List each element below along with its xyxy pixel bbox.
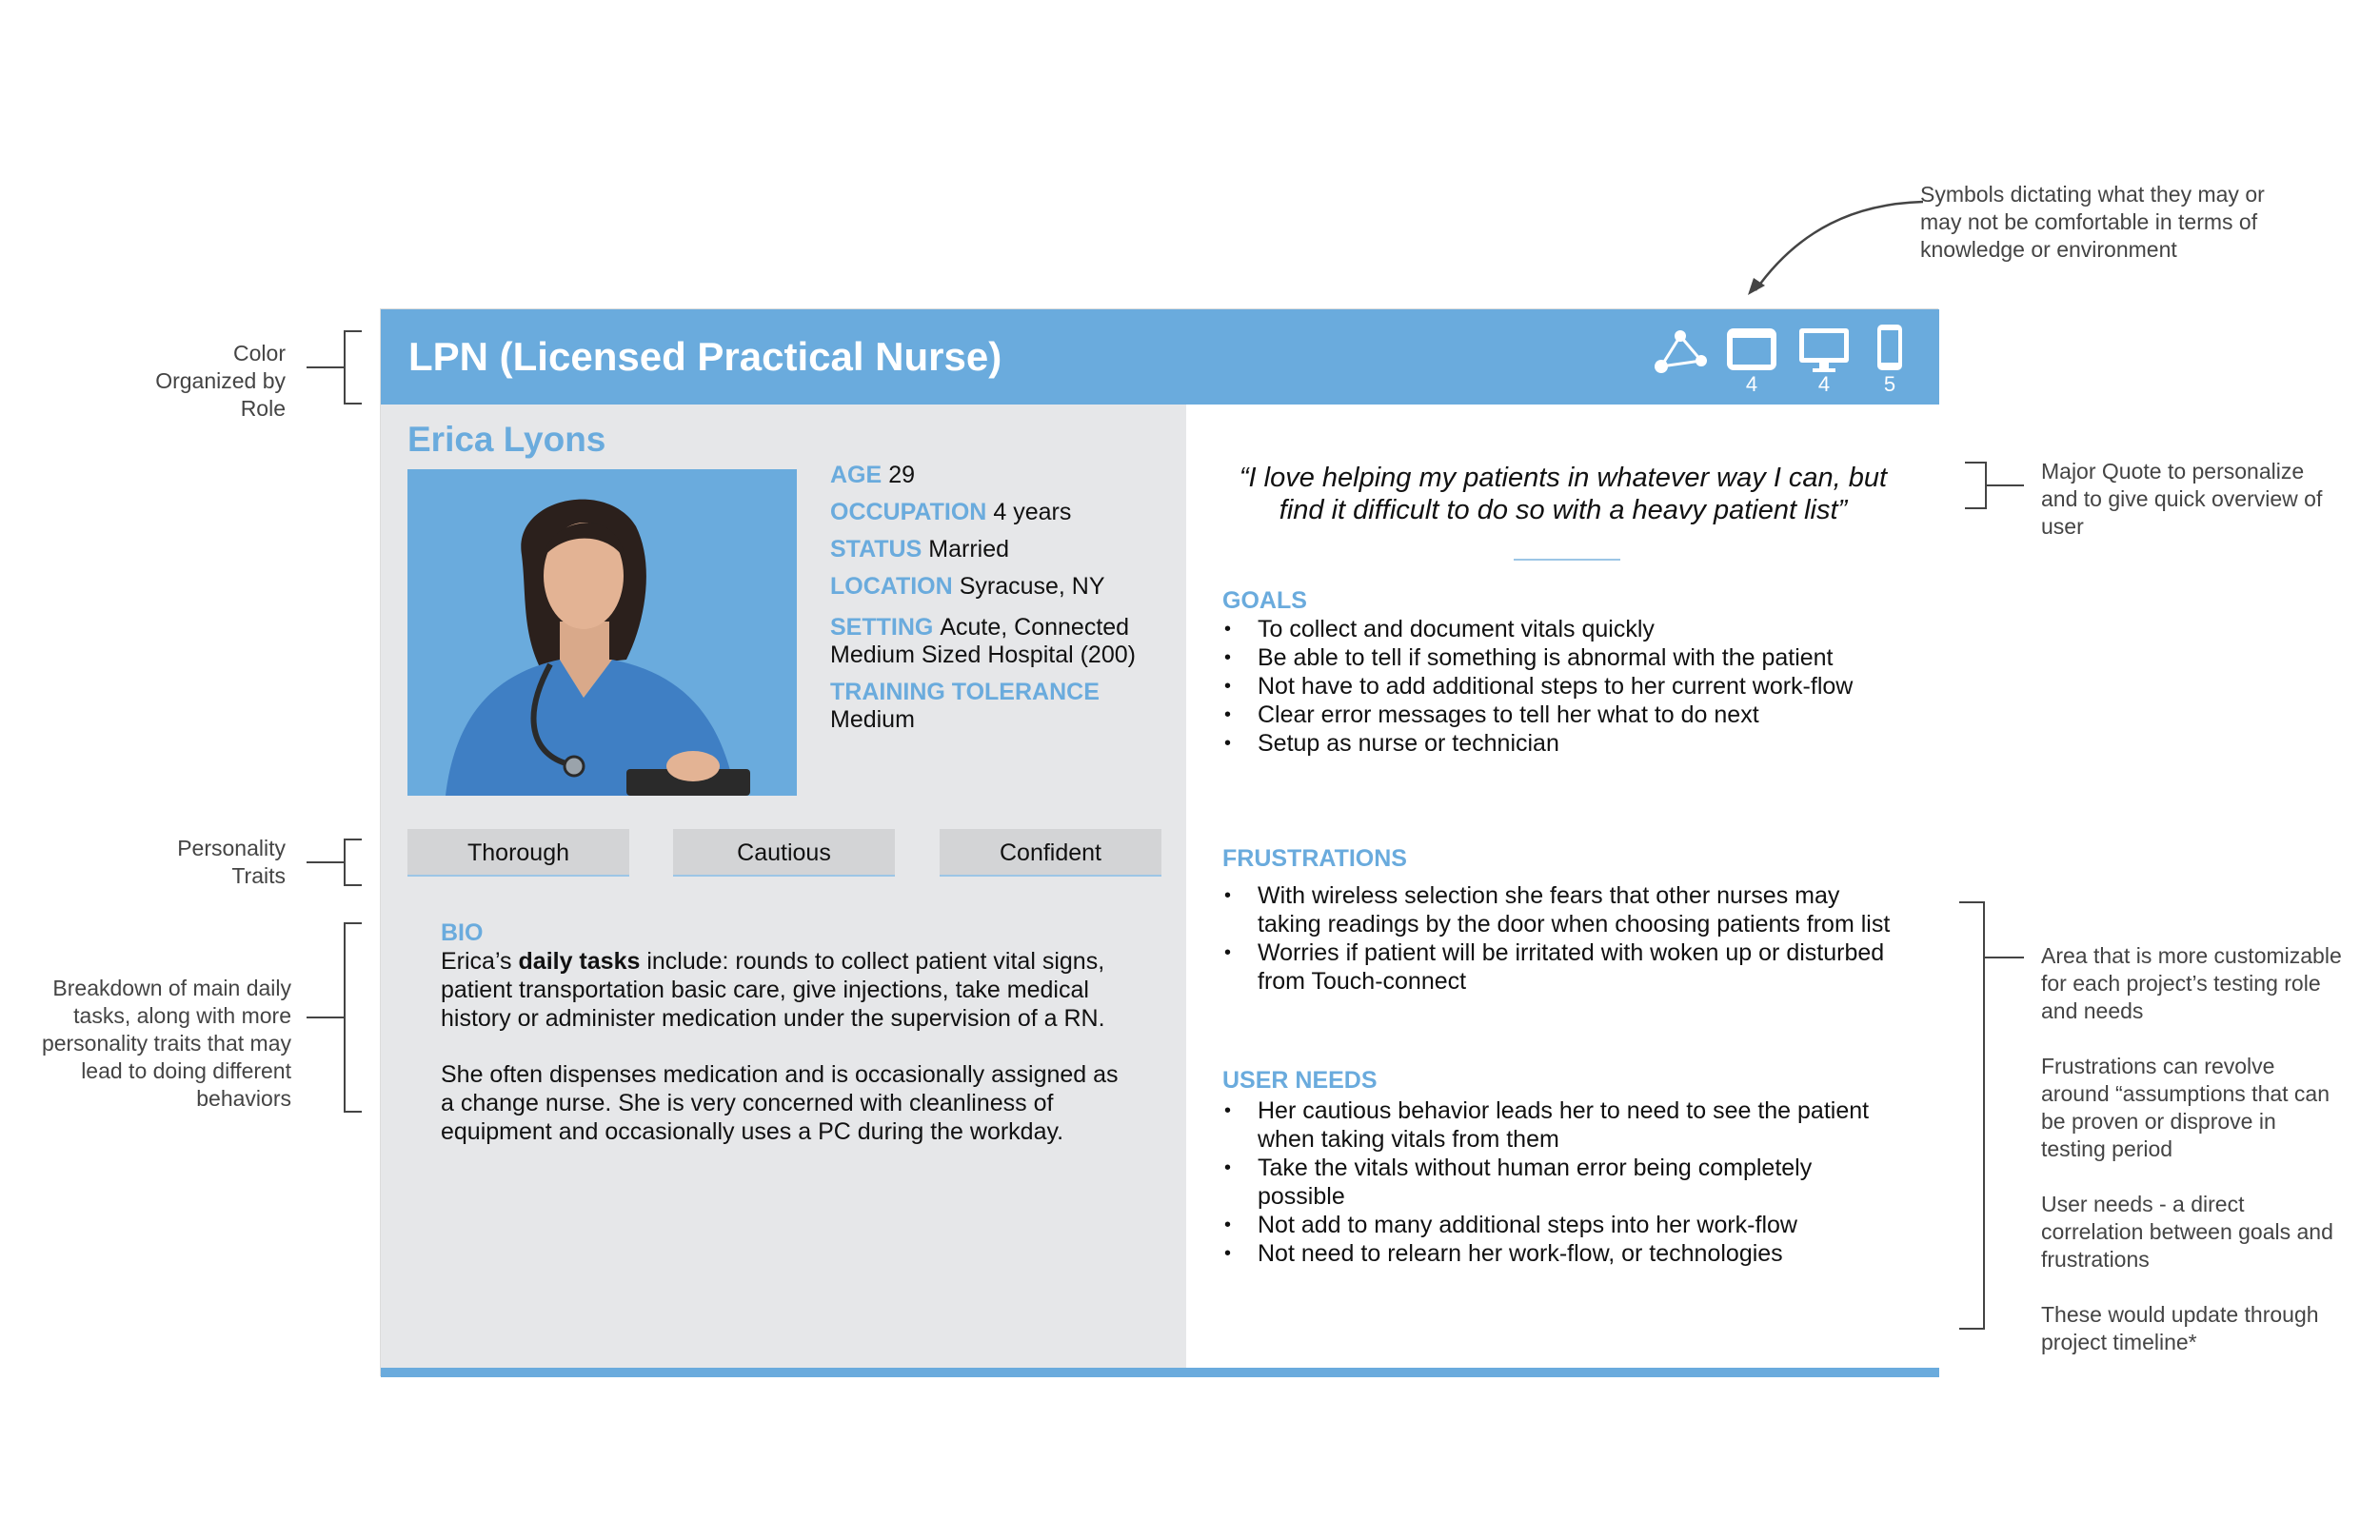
quote-divider [1514,559,1620,561]
list-item: • Setup as nurse or technician [1222,729,1917,758]
trait-confident: Confident [940,829,1161,877]
persona-name: Erica Lyons [407,420,606,459]
bio-paragraph-1 [441,947,1126,1033]
annotation-personality: Personality Traits [177,836,286,888]
persona-photo [407,469,797,796]
fact-occupation-value: 4 years [993,499,1072,525]
mobile-icon [1875,323,1904,372]
annotation-breakdown: Breakdown of main daily tasks, along with more personality traits that may lead to doing different behaviors [41,976,291,1111]
frustrations-heading: FRUSTRATIONS [1222,845,1407,872]
details-panel [1186,405,1938,1368]
fact-status-value: Married [928,536,1010,563]
trait-thorough: Thorough [407,829,629,877]
annotation-customizable-group [2041,942,2346,1356]
fact-setting-value: Acute, Connected [940,614,1130,641]
bracket-breakdown [307,921,364,1114]
arrow-symbols [1742,190,1928,300]
fact-setting-value2: Medium Sized Hospital (200) [830,642,1136,668]
annotation-area: Area that is more customizable for each project’s testing role and needs [2041,943,2342,1023]
bracket-color-role [307,329,364,405]
persona-quote: “I love helping my patients in whatever way I can, but find it difficult to do so with a heavy patient list” [1239,463,1888,525]
fact-occupation [830,499,1071,526]
desktop-icon [1797,326,1851,374]
fact-age [830,462,915,489]
goals-list [1222,615,1917,758]
list-item: • Take the vitals without human error being completely possible [1222,1154,1889,1211]
bio-text-pre: Erica’s [441,948,519,975]
user-needs-heading: USER NEEDS [1222,1067,1378,1094]
annotation-quote: Major Quote to personalize and to give quick overview of user [2041,459,2323,539]
card-bottom-bar [381,1368,1939,1377]
list-item: • With wireless selection she fears that other nurses may taking readings by the door when choosing patients from list [1222,881,1908,938]
list-item: • Be able to tell if something is abnormal with the patient [1222,643,1917,672]
profile-panel [381,405,1186,1368]
list-item: • Not add to many additional steps into her work-flow [1222,1211,1889,1239]
fact-training [830,679,1106,734]
card-header [381,309,1939,405]
bracket-quote [1965,461,2026,510]
bio-paragraph-2: She often dispenses medication and is occasionally assigned as a change nurse. She is very concerned with cleanliness of equipment and occasionally uses a PC during the workday. [441,1061,1119,1145]
fact-training-value: Medium [830,706,915,733]
fact-occupation-key: OCCUPATION [830,499,987,525]
fact-location [830,573,1105,601]
fact-setting [830,614,1136,669]
fact-location-key: LOCATION [830,573,953,600]
fact-setting-key: SETTING [830,614,934,641]
list-item: • To collect and document vitals quickly [1222,615,1917,643]
bracket-personality [307,838,364,887]
bio-heading: BIO [441,919,484,946]
tablet-icon [1725,326,1778,372]
list-item: • Not need to relearn her work-flow, or technologies [1222,1239,1889,1268]
fact-age-value: 29 [888,462,915,488]
desktop-count: 4 [1817,372,1831,396]
list-item: • Clear error messages to tell her what to do next [1222,701,1917,729]
goals-heading: GOALS [1222,587,1307,614]
bio-text-bold: daily tasks [518,948,641,975]
fact-location-value: Syracuse, NY [959,573,1105,600]
fact-training-key: TRAINING TOLERANCE [830,679,1100,705]
annotation-color-role: Color Organized by Role [155,341,286,421]
annotation-timeline: These would update through project timeline* [2041,1302,2319,1354]
trait-cautious: Cautious [673,829,895,877]
annotation-frustrations: Frustrations can revolve around “assumptions that can be proven or disprove in testing period [2041,1054,2330,1161]
mobile-count: 5 [1883,372,1896,396]
list-item: • Not have to add additional steps to her current work-flow [1222,672,1917,701]
fact-status-key: STATUS [830,536,922,563]
user-needs-list [1222,1096,1889,1268]
network-icon [1654,328,1707,376]
persona-card [380,308,1938,1376]
frustrations-list [1222,881,1908,996]
fact-age-key: AGE [830,462,883,488]
tablet-count: 4 [1745,372,1758,396]
fact-status [830,536,1009,563]
bracket-customizable [1959,900,2026,1331]
card-title: LPN (Licensed Practical Nurse) [408,334,1002,379]
bio-text-post: include: rounds to collect patient vital signs, patient transportation basic care, give injections, take medical history or administer medication under the supervision of a RN. [441,948,1105,1032]
list-item: • Worries if patient will be irritated with woken up or disturbed from Touch-connect [1222,938,1908,996]
annotation-user-needs: User needs - a direct correlation between goals and frustrations [2041,1192,2333,1272]
list-item: • Her cautious behavior leads her to need to see the patient when taking vitals from them [1222,1096,1889,1154]
annotation-symbols: Symbols dictating what they may or may not be comfortable in terms of knowledge or environment [1920,182,2265,262]
